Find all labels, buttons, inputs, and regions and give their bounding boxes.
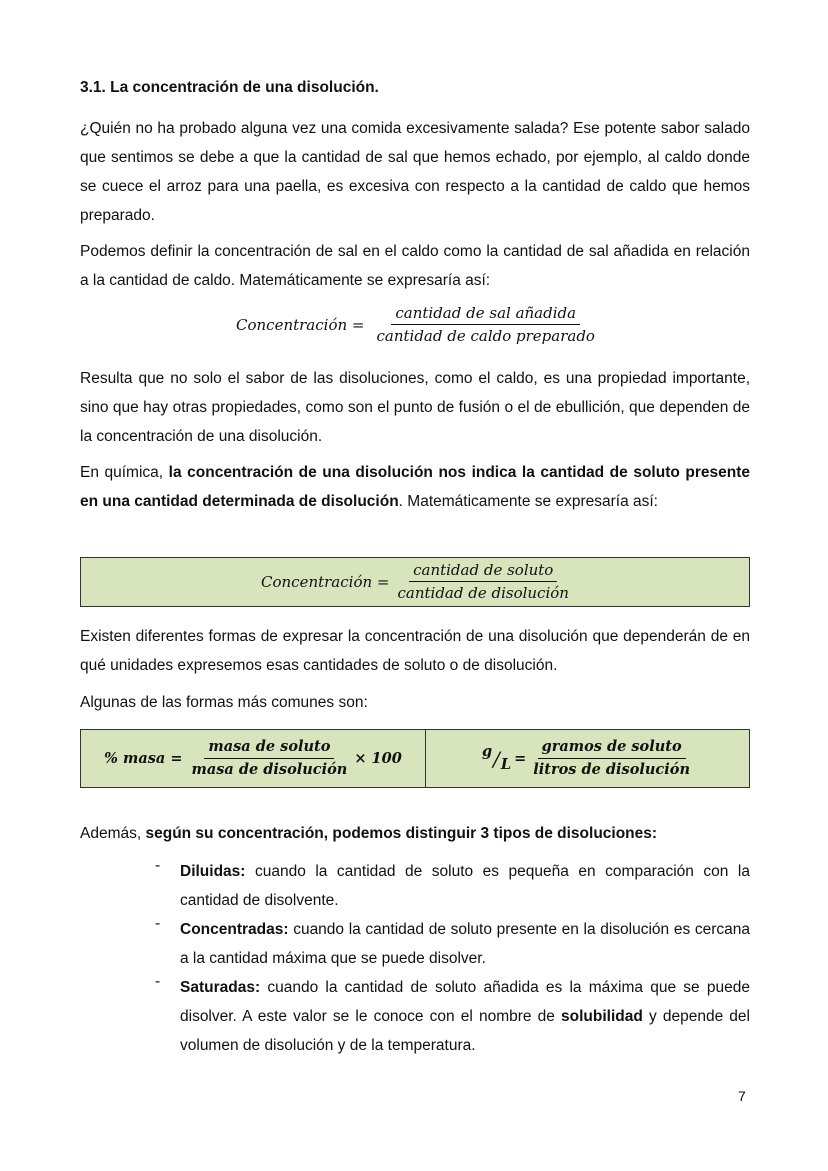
numerator: gramos de soluto [538, 738, 686, 759]
multiplier: × 100 [354, 750, 402, 767]
numerator: cantidad de sal añadida [391, 304, 580, 325]
text-post: . Matemáticamente se expresaría así: [398, 493, 658, 510]
numerator: cantidad de soluto [409, 561, 557, 582]
fraction [529, 738, 694, 779]
list-dash: - [155, 973, 161, 990]
denominator: masa de disolución [191, 761, 348, 778]
denominator: litros de disolución [533, 761, 690, 778]
formula-cell-mass-percent [81, 730, 426, 787]
fraction [188, 738, 352, 779]
paragraph-properties: Resulta que no solo el sabor de las disoluciones, como el caldo, es una propiedad importante, sino que hay otras propiedades, como son el punto de fusión o el de ebullición, que dependen de la concentración de una disolución. [80, 370, 750, 445]
fraction [372, 304, 598, 345]
list-term: Diluidas: [180, 863, 246, 880]
list-term: Concentradas: [180, 921, 289, 938]
text-bold: la concentración de una disolución nos indica la cantidad de soluto presente en una cantidad determinada de disolución [80, 464, 750, 510]
paragraph-definition: Podemos definir la concentración de sal en el caldo como la cantidad de sal añadida en relación a la cantidad de caldo. Matemáticamente se expresaría así: [80, 243, 750, 289]
list-item-saturadas [180, 973, 750, 1060]
section-heading: 3.1. La concentración de una disolución. [80, 79, 379, 96]
list-text: y depende del volumen de disolución y de la temperatura. [180, 1008, 750, 1054]
denominator: cantidad de caldo preparado [376, 327, 595, 345]
unit-g: g [482, 743, 493, 760]
text-pre: En química, [80, 464, 169, 481]
list-dash: - [155, 915, 161, 932]
list-term: Saturadas: [180, 979, 261, 996]
list-text: cuando la cantidad de soluto presente en la disolución es cercana a la cantidad máxima que se puede disolver. [180, 921, 750, 967]
fraction [393, 561, 572, 602]
formula-lhs: Concentración = [236, 315, 365, 334]
equals: = [514, 750, 527, 767]
formula-lhs: Concentración = [261, 572, 390, 591]
formula-box-concentration [80, 557, 750, 607]
page-number: 7 [738, 1088, 746, 1104]
formula-concentration [261, 561, 573, 602]
paragraph-chemistry-definition [80, 458, 750, 516]
text-pre: Además, [80, 825, 146, 842]
denominator: cantidad de disolución [397, 584, 569, 602]
paragraph-forms: Existen diferentes formas de expresar la concentración de una disolución que dependerán de en qué unidades expresemos esas cantidades de soluto o de disolución. [80, 628, 750, 674]
unit-g-per-l: g / L [482, 743, 512, 773]
formula-salt-concentration [236, 304, 599, 345]
list-item-concentradas [180, 915, 750, 973]
text-bold: según su concentración, podemos distinguir 3 tipos de disoluciones: [145, 825, 658, 842]
unit-l: L [500, 756, 512, 773]
formula-table [80, 729, 750, 788]
paragraph-common-forms: Algunas de las formas más comunes son: [80, 694, 368, 711]
paragraph-intro: ¿Quién no ha probado alguna vez una comida excesivamente salada? Ese potente sabor salado que sentimos se debe a que la cantidad de sal que hemos echado, por ejemplo, al caldo donde se cuece el arroz para una paella, es excesiva con respecto a la cantidad de caldo que hemos preparado. [80, 120, 750, 224]
list-dash: - [155, 857, 161, 874]
formula-lhs: % masa = [104, 750, 183, 767]
formula-cell-grams-per-liter [427, 730, 749, 787]
list-text: cuando la cantidad de soluto es pequeña en comparación con la cantidad de disolvente. [180, 863, 750, 909]
list-text: cuando la cantidad de soluto añadida es la máxima que se puede disolver. A este valor se le conoce con el nombre de [180, 979, 750, 1025]
list-item-diluidas [180, 857, 750, 915]
list-bold-term: solubilidad [561, 1008, 643, 1025]
paragraph-types-intro [80, 819, 750, 848]
numerator: masa de soluto [204, 738, 334, 759]
